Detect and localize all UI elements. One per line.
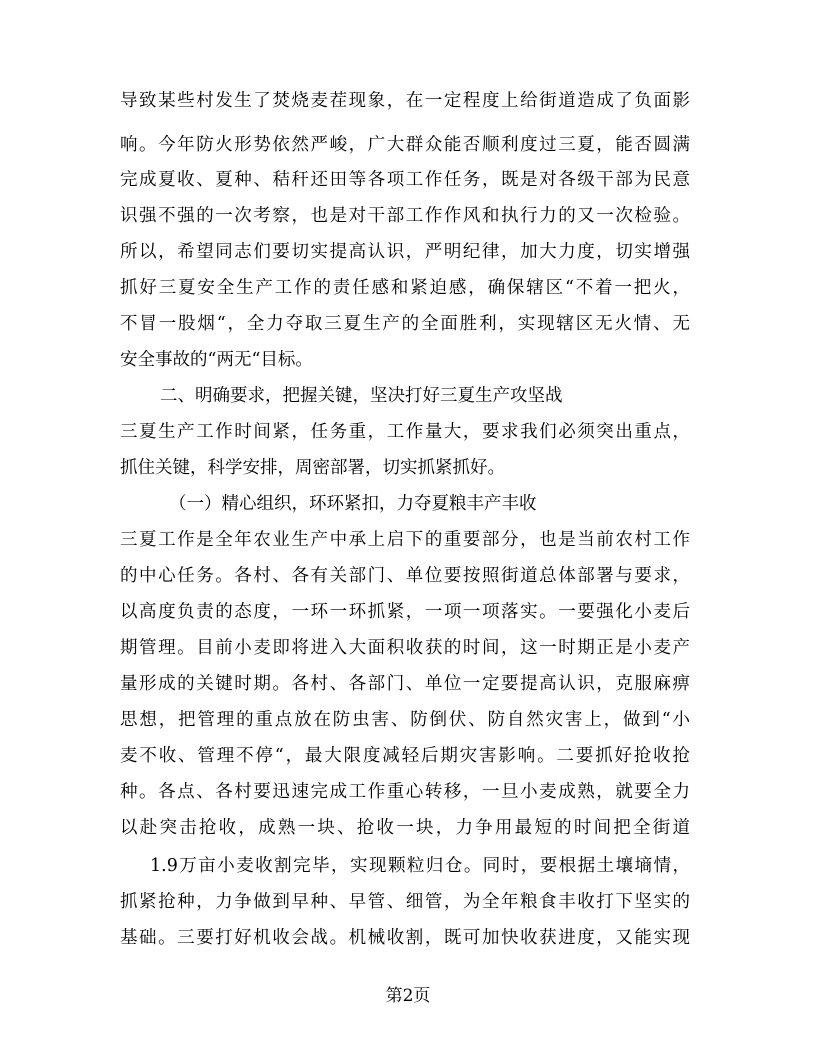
section-heading: 二、明确要求，把握关键，坚决打好三夏生产攻坚战 bbox=[160, 386, 563, 406]
body-line: 的中心任务。各村、各有关部门、单位要按照街道总体部署与要求， bbox=[120, 566, 690, 586]
body-line: 所以，希望同志们要切实提高认识，严明纪律，加大力度，切实增强 bbox=[120, 242, 690, 262]
subsection-heading: （一）精心组织，环环紧扣，力夺夏粮丰产丰收 bbox=[169, 494, 537, 514]
body-line: 抓紧抢种，力争做到早种、早管、细管，为全年粮食丰收打下坚实的 bbox=[120, 892, 690, 912]
body-line: 量形成的关键时期。各村、各部门、单位一定要提高认识，克服麻痹 bbox=[120, 674, 690, 694]
body-line: 不冒一股烟“，全力夺取三夏生产的全面胜利，实现辖区无火情、无 bbox=[120, 314, 690, 334]
body-line: 以赴突击抢收，成熟一块、抢收一块，力争用最短的时间把全街道 bbox=[120, 818, 690, 838]
body-line: 麦不收、管理不停“，最大限度减轻后期灾害影响。二要抓好抢收抢 bbox=[120, 746, 690, 766]
body-line: 识强不强的一次考察，也是对干部工作作风和执行力的又一次检验。 bbox=[120, 206, 690, 226]
body-line: 完成夏收、夏种、秸秆还田等各项工作任务，既是对各级干部为民意 bbox=[120, 170, 690, 190]
body-line: 期管理。目前小麦即将进入大面积收获的时间，这一时期正是小麦产 bbox=[120, 638, 690, 658]
body-line: 种。各点、各村要迅速完成工作重心转移，一旦小麦成熟，就要全力 bbox=[120, 782, 690, 802]
body-line: 抓住关键，科学安排，周密部署，切实抓紧抓好。 bbox=[120, 458, 505, 478]
body-line: 基础。三要打好机收会战。机械收割，既可加快收获进度，又能实现 bbox=[120, 928, 690, 948]
body-line: 1.9万亩小麦收割完毕，实现颗粒归仓。同时，要根据土壤墒情， bbox=[150, 856, 690, 876]
body-line: 抓好三夏安全生产工作的责任感和紧迫感，确保辖区“不着一把火， bbox=[120, 278, 690, 298]
body-line: 响。今年防火形势依然严峻，广大群众能否顺利度过三夏，能否圆满 bbox=[120, 135, 690, 155]
body-line: 安全事故的“两无“目标。 bbox=[120, 350, 313, 370]
page-number: 第2页 bbox=[385, 986, 431, 1006]
body-line: 三夏生产工作时间紧，任务重，工作量大，要求我们必须突出重点， bbox=[120, 422, 690, 442]
body-line: 以高度负责的态度，一环一环抓紧，一项一项落实。一要强化小麦后 bbox=[120, 602, 690, 622]
body-line: 思想，把管理的重点放在防虫害、防倒伏、防自然灾害上，做到“小 bbox=[120, 710, 690, 730]
body-line: 三夏工作是全年农业生产中承上启下的重要部分，也是当前农村工作 bbox=[120, 530, 690, 550]
body-line: 导致某些村发生了焚烧麦茬现象，在一定程度上给街道造成了负面影 bbox=[120, 91, 690, 111]
